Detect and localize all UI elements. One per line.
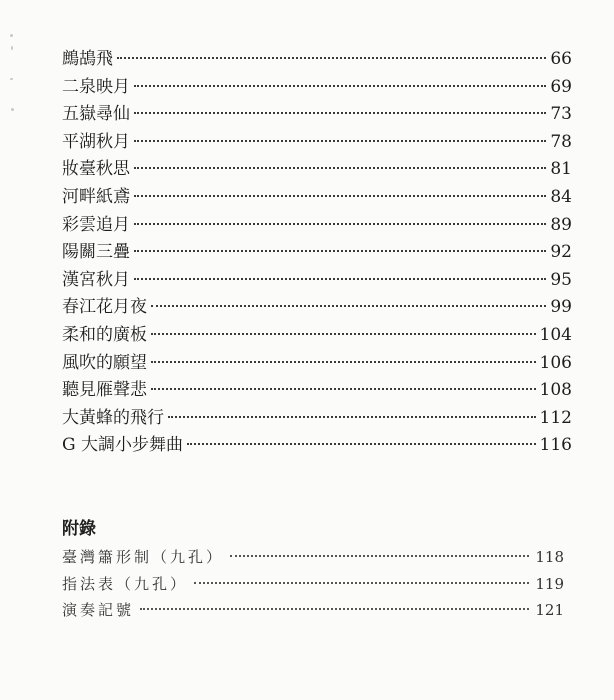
dot-leader [140, 608, 529, 610]
toc-entry-title: 彩雲追月 [62, 214, 130, 235]
dot-leader [187, 443, 536, 445]
dot-leader [230, 555, 529, 557]
toc-entry-title: 聽見雁聲悲 [62, 380, 147, 401]
dot-leader [168, 416, 536, 418]
toc-entry[interactable] [62, 237, 572, 265]
toc-entry[interactable] [62, 348, 572, 376]
appendix-entry-page: 118 [535, 548, 564, 566]
toc-entry-title: 春江花月夜 [62, 297, 147, 318]
toc-entry-title: 妝臺秋思 [62, 159, 130, 180]
dot-leader [117, 57, 546, 59]
scan-speck [11, 46, 13, 50]
dot-leader [134, 112, 546, 114]
toc-entry-title: 鷓鴣飛 [62, 49, 113, 69]
toc-entry-page: 92 [550, 242, 572, 263]
dot-leader [134, 140, 546, 142]
scan-speck [10, 34, 13, 37]
toc-entry-page: 89 [550, 214, 572, 235]
toc-entry-page: 84 [550, 186, 572, 207]
toc-entry[interactable] [62, 210, 572, 238]
dot-leader [134, 85, 546, 87]
dot-leader [151, 361, 536, 363]
appendix-entry-title: 臺灣簫形制（九孔） [62, 548, 225, 566]
appendix-entry[interactable] [62, 546, 564, 573]
toc-entry-title: 風吹的願望 [62, 352, 147, 373]
toc-entry-page: 99 [550, 297, 572, 318]
toc-entry-title: G 大調小步舞曲 [62, 435, 183, 456]
toc-entry-page: 106 [539, 352, 572, 373]
dot-leader [134, 250, 546, 252]
dot-leader [151, 333, 536, 335]
scan-speck [10, 78, 13, 80]
toc-entry[interactable] [62, 430, 572, 458]
toc-entry[interactable] [62, 403, 572, 431]
toc-entry-page: 112 [539, 407, 572, 428]
toc-entry[interactable] [62, 375, 572, 403]
toc-entry-page: 104 [539, 324, 572, 345]
toc-entry[interactable] [62, 99, 572, 127]
toc-entry[interactable] [62, 127, 572, 155]
toc-entry[interactable] [62, 320, 572, 348]
appendix-heading: 附錄 [62, 519, 96, 539]
toc-entry-page: 66 [550, 49, 572, 69]
toc-entry-title: 大黃蜂的飛行 [62, 407, 164, 428]
dot-leader [134, 278, 546, 280]
toc-entry[interactable] [62, 44, 572, 72]
toc-entry[interactable] [62, 72, 572, 100]
toc-entry-page: 116 [539, 435, 572, 456]
appendix-entry-title: 演奏記號 [62, 601, 135, 619]
toc-entry[interactable] [62, 265, 572, 293]
scan-speck [11, 108, 14, 111]
dot-leader [151, 305, 546, 307]
appendix-entry[interactable] [62, 573, 564, 600]
dot-leader [134, 167, 546, 169]
toc-entry-title: 二泉映月 [62, 76, 130, 97]
appendix-list [62, 546, 564, 626]
toc-entry-page: 81 [550, 159, 572, 180]
toc-entry-title: 漢宮秋月 [62, 269, 130, 290]
toc-entry-title: 五嶽尋仙 [62, 104, 130, 125]
dot-leader [134, 195, 546, 197]
toc-entry-page: 108 [539, 380, 572, 401]
toc-entry-page: 95 [550, 269, 572, 290]
toc-entry[interactable] [62, 182, 572, 210]
appendix-entry[interactable] [62, 599, 564, 626]
toc-entry[interactable] [62, 292, 572, 320]
toc-entry-title: 河畔紙鳶 [62, 186, 130, 207]
table-of-contents [62, 44, 572, 458]
toc-entry[interactable] [62, 154, 572, 182]
toc-entry-title: 陽關三疊 [62, 242, 130, 263]
toc-entry-page: 69 [550, 76, 572, 97]
dot-leader [134, 223, 546, 225]
toc-entry-title: 平湖秋月 [62, 131, 130, 152]
toc-entry-title: 柔和的廣板 [62, 324, 147, 345]
toc-entry-page: 78 [550, 131, 572, 152]
toc-entry-page: 73 [550, 104, 572, 125]
dot-leader [151, 388, 536, 390]
appendix-entry-title: 指法表（九孔） [62, 574, 189, 593]
appendix-entry-page: 121 [535, 601, 564, 619]
appendix-entry-page: 119 [535, 574, 564, 593]
dot-leader [194, 582, 529, 584]
